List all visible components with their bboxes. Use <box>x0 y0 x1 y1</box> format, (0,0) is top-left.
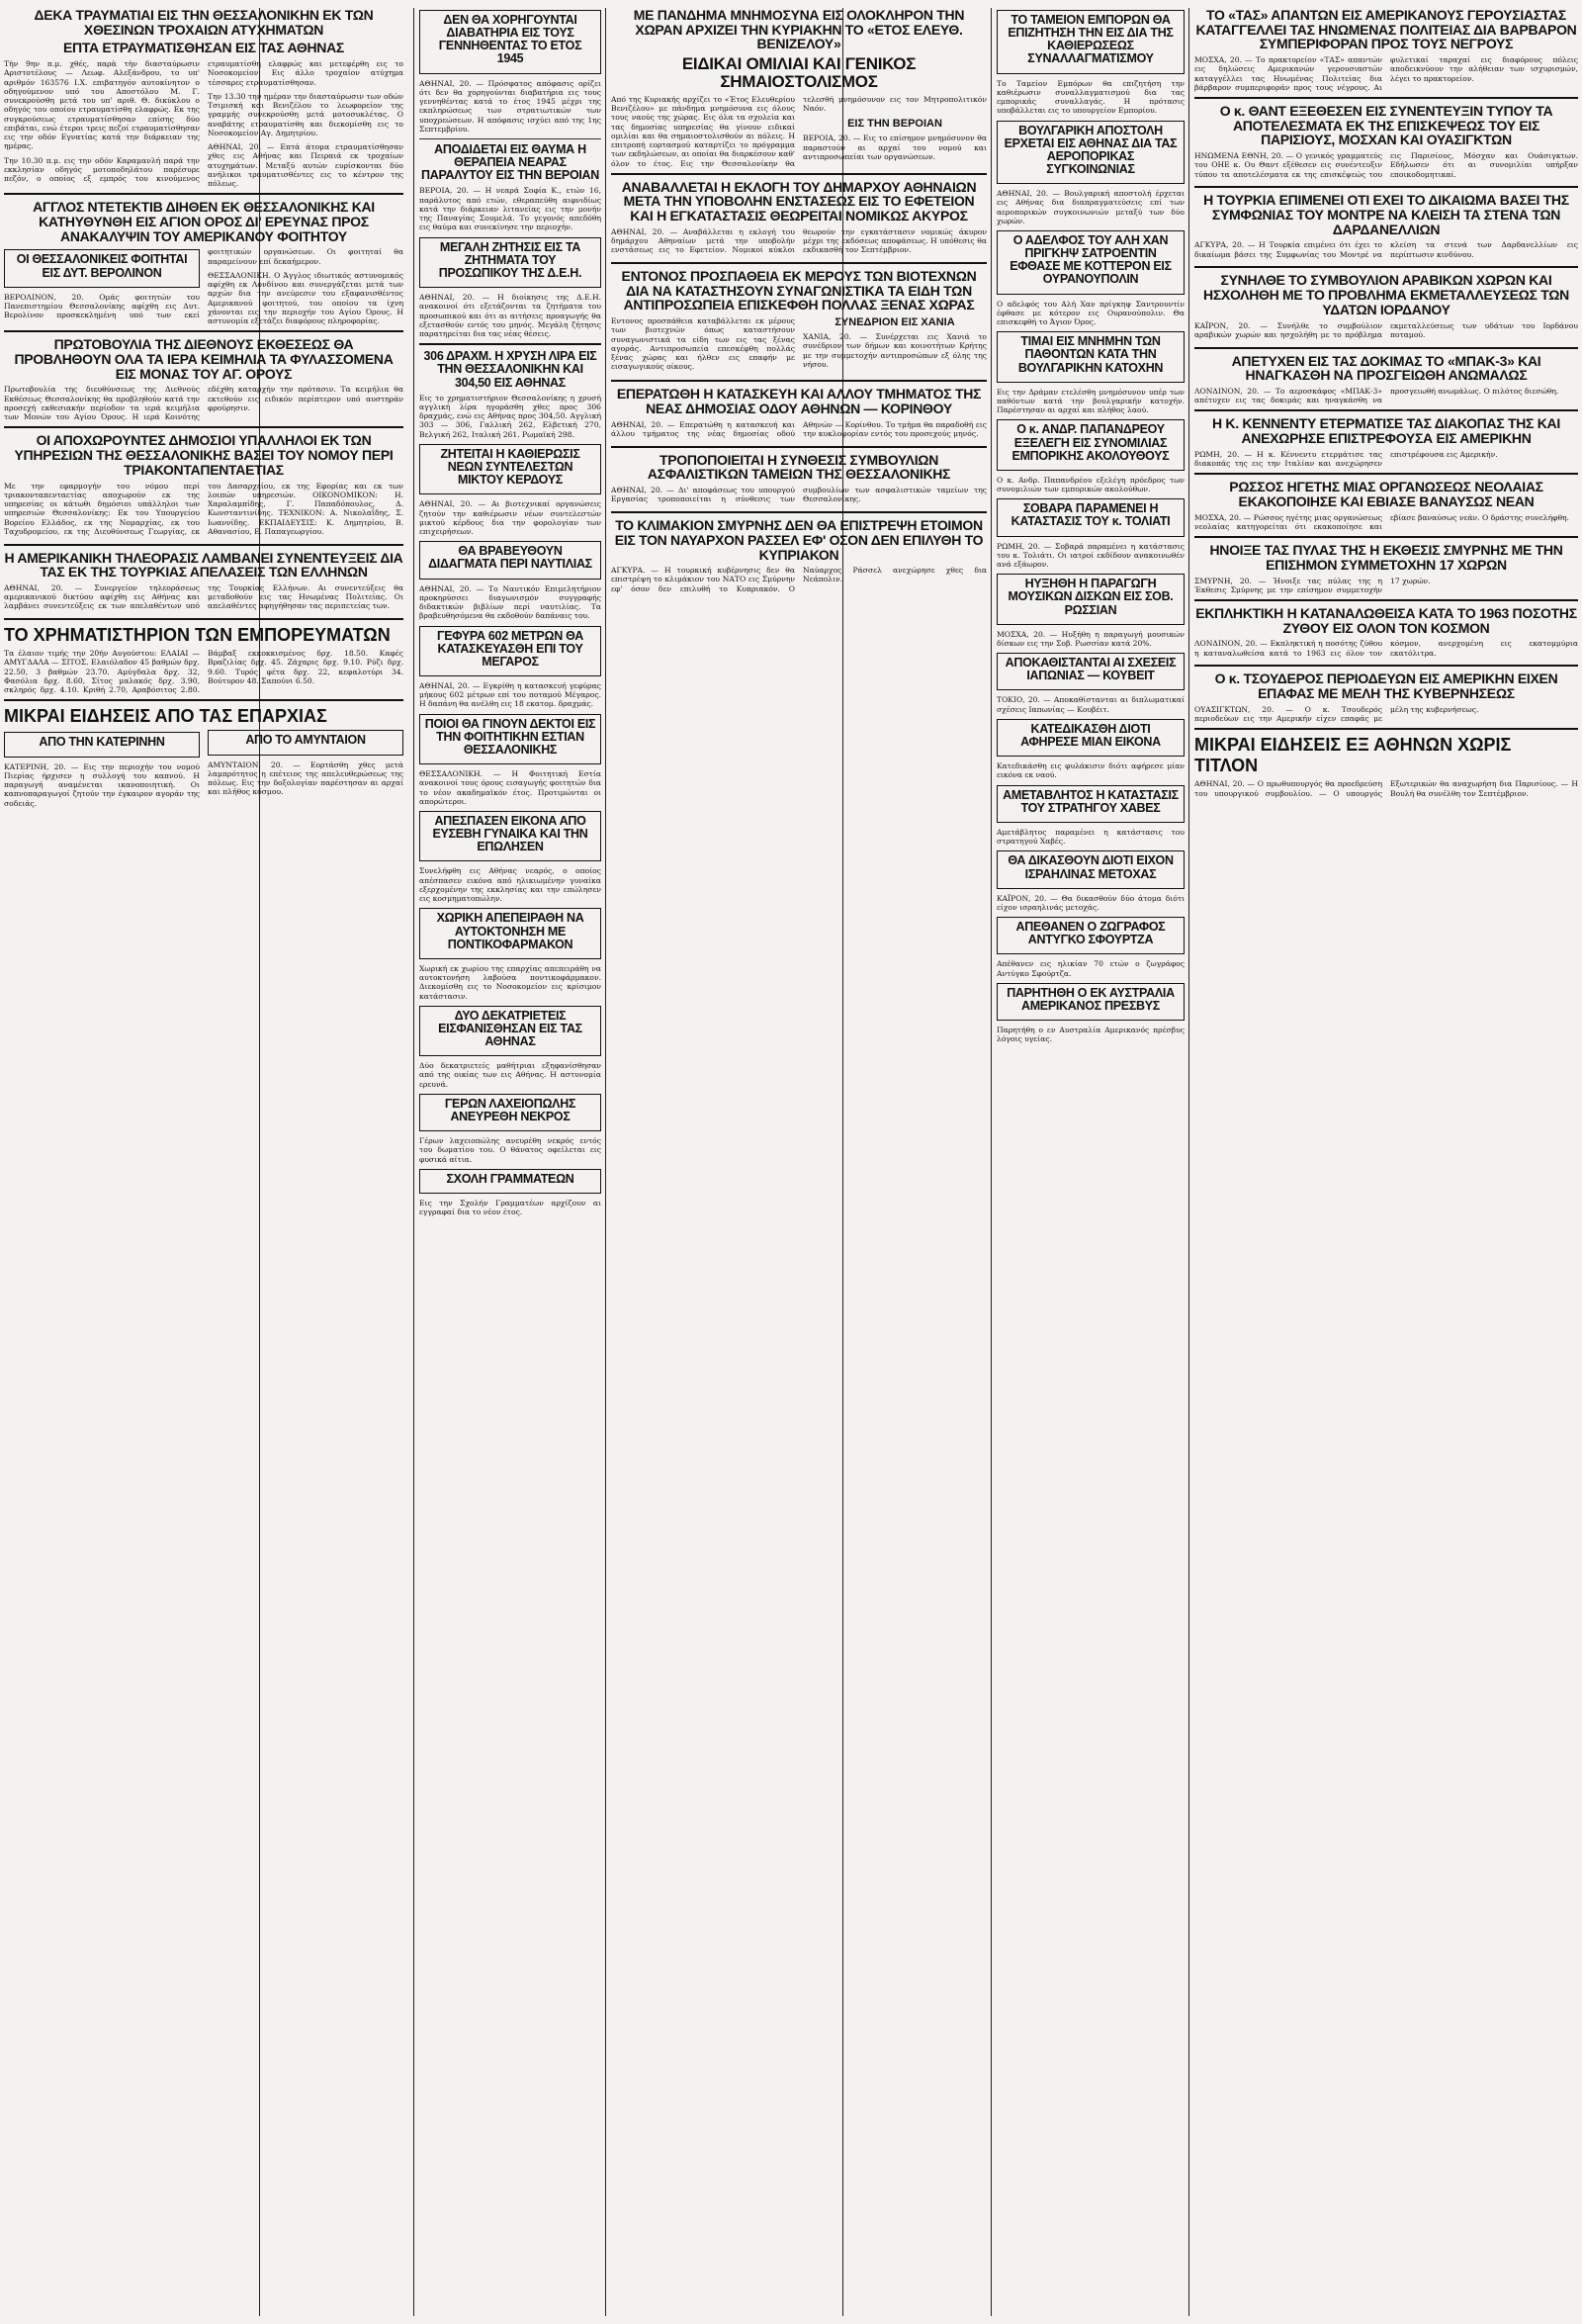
article-text: Εις την Δράμαν ετελέσθη μνημόσυνον υπέρ των παθόντων κατά την βουλγαρικήν κατοχήν. Παρέστησαν αι αρχαί και πλήθος λαού. <box>997 387 1185 415</box>
article-text: Απέθανεν εις ηλικίαν 70 ετών ο ζωγράφος Αντύγκο Σφούρτζα. <box>997 959 1185 978</box>
subheadline: ΑΠΟ ΤΗΝ ΚΑΤΕΡΙΝΗΝ <box>39 735 165 750</box>
column-rule <box>1188 8 1189 2316</box>
headline: Ο κ. ΤΣΟΥΔΕΡΟΣ ΠΕΡΙΟΔΕΥΩΝ ΕΙΣ ΑΜΕΡΙΚΗΝ ΕΙΧΕΝ ΕΠΑΦΑΣ ΜΕ ΜΕΛΗ ΤΗΣ ΚΥΒΕΡΝΗΣΕΩΣ <box>1214 670 1558 702</box>
article-text: ΡΩΜΗ, 20. — Η κ. Κέννεντυ ετερμάτισε τας διακοπάς της εις την Ιταλίαν και ανεχώρησεν επιστρέφουσα εις Αμερικήν. <box>1194 449 1498 468</box>
headline: ΟΙ ΘΕΣΣΑΛΟΝΙΚΕΙΣ ΦΟΙΤΗΤΑΙ ΕΙΣ ΔΥΤ. ΒΕΡΟΛΙΝΟΝ <box>16 252 188 280</box>
article-text: ΚΑΪΡΟΝ, 20. — Συνήλθε το συμβούλιον αραβικών χωρών και ησχολήθη με το πρόβλημα εκμεταλλεύσεως των υδάτων του Ιορδάνου ποταμού. <box>1194 320 1578 339</box>
headline: Ο ΑΔΕΛΦΟΣ ΤΟΥ ΑΛΗ ΧΑΝ ΠΡΙΓΚΗΨ ΣΑΤΡΟΕΝΤΙΝ ΕΦΘΑΣΕ ΜΕ ΚΟΤΤΕΡΟΝ ΕΙΣ ΟΥΡΑΝΟΥΠΟΛΙΝ <box>1010 233 1172 287</box>
article-text: ΘΕΣΣΑΛΟΝΙΚΗ. — Η Φοιτητική Εστία ανακοινοί τους όρους εισαγωγής φοιτητών δια το νέον ακαδημαϊκόν έτος. Προτιμώνται οι απορώτεροι. <box>419 769 601 806</box>
article-text: ΣΜΥΡΝΗ, 20. — Ήνοιξε τας πύλας της η Έκθεσις Σμύρνης με την επίσημον συμμετοχήν 17 χωρών. <box>1194 576 1431 594</box>
section-headline: ΜΙΚΡΑΙ ΕΙΔΗΣΕΙΣ ΑΠΟ ΤΑΣ ΕΠΑΡΧΙΑΣ <box>4 706 327 727</box>
article-text: ΑΘΗΝΑΙ, 20. — Η διοίκησις της Δ.Ε.Η. ανακοινοί ότι εξετάζονται τα ζητήματα του προσωπικού και ότι αι αιτήσεις προαγωγής θα εξετασθούν εντός του μηνός. Μεγάλη ζήτησις παρατηρείται δια τας νέας θέσεις. <box>419 293 601 338</box>
column-rule <box>991 8 992 2316</box>
section-headline: ΤΟ ΧΡΗΜΑΤΙΣΤΗΡΙΟΝ ΤΩΝ ΕΜΠΟΡΕΥΜΑΤΩΝ <box>4 625 391 646</box>
headline: ΤΟ «ΤΑΣ» ΑΠΑΝΤΩΝ ΕΙΣ ΑΜΕΡΙΚΑΝΟΥΣ ΓΕΡΟΥΣΙΑΣΤΑΣ ΚΑΤΑΓΓΕΛΛΕΙ ΤΑΣ ΗΝΩΜΕΝΑΣ ΠΟΛΙΤΕΙΑΣ ΔΙΑ ΒΑΡΒΑΡΟΝ ΣΥΜΠΕΡΙΦΟΡΑΝ ΠΡΟΣ ΤΟΥΣ ΝΕΓΡΟΥΣ <box>1195 8 1577 52</box>
headline: ΣΧΟΛΗ ΓΡΑΜΜΑΤΕΩΝ <box>446 1171 574 1186</box>
column-5 <box>1194 8 1578 2316</box>
headline: ΤΟ ΤΑΜΕΙΟΝ ΕΜΠΟΡΩΝ ΘΑ ΕΠΙΖΗΤΗΣΗ ΤΗΝ ΕΙΣ ΔΙΑ ΤΗΣ ΚΑΘΙΕΡΩΣΕΩΣ ΣΥΝΑΛΛΑΓΜΑΤΙΣΜΟΥ <box>1008 13 1174 66</box>
article-text: Την 10.30 π.μ. εις την οδόν Καραμανλή παρά την εκκλησίαν οδηγός μοτοποδηλάτου παρέσυρε πεζόν, ο οποίος εξ εμπρός του κινούμενος ετραυματίσθη ελαφρώς και μετεφέρθη εις το Νοσοκομείον. Εις άλλο τροχαίον ατύχημα τέσσαρες ετραυματίσθησαν. <box>4 59 403 184</box>
column-rule <box>413 8 414 2316</box>
article-text: Συνελήφθη εις Αθήνας νεαρός, ο οποίος απέσπασεν εικόνα από ηλικιωμένην γυναίκα εξερχομένην της εκκλησίας και την επώλησεν εις κοσμηματοπώλην. <box>419 866 601 904</box>
article-text: ΑΘΗΝΑΙ, 20. — Αναβάλλεται η εκλογή του δημάρχου Αθηναίων μετά την υποβολήν ενστάσεως εις το Εφετείον. Νομικοί κύκλοι θεωρούν την εγκατάστασιν νομικώς άκυρον μέχρι της εκδόσεως αποφάσεως. Η υπόθεσις θα εκδικασθή τον Σεπτέμβριον. <box>611 226 987 255</box>
headline: ΜΕΓΑΛΗ ΖΗΤΗΣΙΣ ΕΙΣ ΤΑ ΖΗΤΗΜΑΤΑ ΤΟΥ ΠΡΟΣΩΠΙΚΟΥ ΤΗΣ Δ.Ε.Η. <box>438 239 582 280</box>
article-text: ΤΟΚΙΟ, 20. — Αποκαθίστανται αι διπλωματικαί σχέσεις Ιαπωνίας — Κουβέιτ. <box>997 695 1185 714</box>
headline: ΕΙΔΙΚΑΙ ΟΜΙΛΙΑΙ ΚΑΙ ΓΕΝΙΚΟΣ ΣΗΜΑΙΟΣΤΟΛΙΣΜΟΣ <box>681 54 917 91</box>
headline: ΑΠΕΘΑΝΕΝ Ο ΖΩΓΡΑΦΟΣ ΑΝΤΥΓΚΟ ΣΦΟΥΡΤΖΑ <box>1015 920 1166 947</box>
headline: ΔΕΝ ΘΑ ΧΟΡΗΓΟΥΝΤΑΙ ΔΙΑΒΑΤΗΡΙΑ ΕΙΣ ΤΟΥΣ ΓΕΝΝΗΘΕΝΤΑΣ ΤΟ ΕΤΟΣ 1945 <box>438 13 582 66</box>
headline: ΕΝΤΟΝΟΣ ΠΡΟΣΠΑΘΕΙΑ ΕΚ ΜΕΡΟΥΣ ΤΩΝ ΒΙΟΤΕΧΝΩΝ ΔΙΑ ΝΑ ΚΑΤΑΣΤΗΣΟΥΝ ΣΥΝΑΓΩΝΙΣΤΙΚΑ ΤΑ ΕΙΔΗ ΤΩΝ ΑΝΤΙΠΡΟΣΩΠΕΙΑ ΕΠΙΣΚΕΦΘΗ ΠΟΛΛΑΣ ΞΕΝΑΣ ΧΩΡΑΣ <box>621 268 977 313</box>
headline: ΔΕΚΑ ΤΡΑΥΜΑΤΙΑΙ ΕΙΣ ΤΗΝ ΘΕΣΣΑΛΟΝΙΚΗΝ ΕΚ ΤΩΝ ΧΘΕΣΙΝΩΝ ΤΡΟΧΑΙΩΝ ΑΤΥΧΗΜΑΤΩΝ <box>34 8 374 38</box>
headline: ΜΕ ΠΑΝΔΗΜΑ ΜΝΗΜΟΣΥΝΑ ΕΙΣ ΟΛΟΚΛΗΡΟΝ ΤΗΝ ΧΩΡΑΝ ΑΡΧΙΖΕΙ ΤΗΝ ΚΥΡΙΑΚΗΝ ΤΟ «ΕΤΟΣ ΕΛΕΥΘ. ΒΕΝΙΖΕΛΟΥ» <box>633 8 965 52</box>
headline: ΑΜΕΤΑΒΛΗΤΟΣ Η ΚΑΤΑΣΤΑΣΙΣ ΤΟΥ ΣΤΡΑΤΗΓΟΥ ΧΑΒΕΣ <box>1003 787 1179 815</box>
headline: Η Κ. ΚΕΝΝΕΝΤΥ ΕΤΕΡΜΑΤΙΣΕ ΤΑΣ ΔΙΑΚΟΠΑΣ ΤΗΣ ΚΑΙ ΑΝΕΧΩΡΗΣΕ ΕΠΙΣΤΡΕΦΟΥΣΑ ΕΙΣ ΑΜΕΡΙΚΗΝ <box>1212 415 1560 447</box>
headline: ΣΥΝΗΛΘΕ ΤΟ ΣΥΜΒΟΥΛΙΟΝ ΑΡΑΒΙΚΩΝ ΧΩΡΩΝ ΚΑΙ ΗΣΧΟΛΗΘΗ ΜΕ ΤΟ ΠΡΟΒΛΗΜΑ ΕΚΜΕΤΑΛΛΕΥΣΕΩΣ ΤΩΝ ΥΔΑΤΩΝ ΙΟΡΔΑΝΟΥ <box>1203 272 1569 317</box>
article-text: ΑΘΗΝΑΙ, 20. — Ο πρωθυπουργός θα προεδρεύση του υπουργικού συμβουλίου. — Ο υπουργός Εξωτερικών θα αναχωρήση δια Παρισίους. — Η Βουλή θα συνέλθη τον Σεπτέμβριον. <box>1194 779 1578 798</box>
column-rule <box>605 8 606 2316</box>
headline: ΑΠΕΣΠΑΣΕΝ ΕΙΚΟΝΑ ΑΠΟ ΕΥΣΕΒΗ ΓΥΝΑΙΚΑ ΚΑΙ ΤΗΝ ΕΠΩΛΗΣΕΝ <box>432 814 588 854</box>
headline: ΒΟΥΛΓΑΡΙΚΗ ΑΠΟΣΤΟΛΗ ΕΡΧΕΤΑΙ ΕΙΣ ΑΘΗΝΑΣ ΔΙΑ ΤΑΣ ΑΕΡΟΠΟΡΙΚΑΣ ΣΥΓΚΟΙΝΩΝΙΑΣ <box>1004 123 1178 176</box>
headline: ΠΟΙΟΙ ΘΑ ΓΙΝΟΥΝ ΔΕΚΤΟΙ ΕΙΣ ΤΗΝ ΦΟΙΤΗΤΙΚΗΝ ΕΣΤΙΑΝ ΘΕΣΣΑΛΟΝΙΚΗΣ <box>424 716 596 757</box>
article-text: Αμετάβλητος παραμένει η κατάστασις του στρατηγού Χαβές. <box>997 827 1185 847</box>
article-text: ΘΕΣΣΑΛΟΝΙΚΗ. Ο Άγγλος ιδιωτικός αστυνομικός αφίχθη εκ Λονδίνου και συνεργάζεται μετά των αρχών δια την ανεύρεσιν του εξαφανισθέντος Αμερικανού φοιτητού, του οποίου τα ίχνη χάνονται εις την περιοχήν του Αγίου Όρους. Η αστυνομία εξετάζει διαφόρους πληροφορίας. <box>208 270 403 326</box>
article-text: ΑΓΚΥΡΑ, 20. — Η Τουρκία επιμένει ότι έχει το δικαίωμα βάσει της Συμφωνίας του Μοντρέ να κλείση τα στενά των Δαρδανελλίων εις περίπτωσιν κινδύνου. <box>1194 240 1578 259</box>
article-text: ΑΘΗΝΑΙ, 20. — Επερατώθη η κατασκευή και άλλου τμήματος της νέας δημοσίας οδού Αθηνών — Κορίνθου. Το τμήμα θα παραδοθή εις την κυκλοφορίαν εντός του προσεχούς μηνός. <box>611 419 987 438</box>
article-text: Τα έλαιον τιμής την 20ήν Αυγούστου: ΕΛΑΙΑΙ — ΑΜΥΓΔΑΛΑ — ΣΙΤΟΣ. Ελαιόλαδον 45 βαθμών δρχ. 22.50, 3 βαθμών 23.70. Αμύγδαλα δρχ. 32, Φασόλια δρχ. 8.60, Σίτος μαλακός δρχ. 3.90, σκληρός δρχ. 4.10. Κριθή 2.70, Αραβόσιτος 2.80. Βάμβαξ εκκοκκισμένος δρχ. 18.50. Καφές Βραζιλίας δρχ. 45. Ζάχαρις δρχ. 9.10. Ρύζι δρχ. 9.60. Τυρός φέτα δρχ. 22, κεφαλοτύρι 34. Βούτυρον 48. Σαπούνι 6.50. <box>4 649 403 695</box>
article-text: Ο αδελφός του Αλή Χαν πρίγκηψ Σαντρουντίν έφθασε με κότερον εις Ουρανούπολιν. Θα επισκεφθή το Άγιον Όρος. <box>997 299 1185 326</box>
article-text: ΑΜΥΝΤΑΙΟΝ, 20. — Εορτάσθη χθες μετά λαμπρότητος η επέτειος της απελευθερώσεως της πόλεως. Εις την δοξολογίαν παρέστησαν αι αρχαί και πλήθος κόσμου. <box>208 760 403 797</box>
article-text: Από της Κυριακής αρχίζει το «Έτος Ελευθερίου Βενιζέλου» με πάνδημα μνημόσυνα εις όλους τους ναούς της χώρας. Εις όλα τα σχολεία και τας δημοσίας υπηρεσίας θα γίνουν ειδικαί ομιλίαι και θα σημαιοστολισθούν αι πόλεις. Η επιτροπή εορτασμού καταρτίζει το πρόγραμμα των εκδηλώσεων, αι οποίαι θα διαρκέσουν καθ' όλον το έτος. Εις την Θεσσαλονίκην θα τελεσθή μνημόσυνον εις τον Μητροπολιτικόν Ναόν. <box>611 94 987 168</box>
article-text: Δύο δεκατριετείς μαθήτριαι εξηφανίσθησαν από της οικίας των εις Αθήνας. Η αστυνομία ερευνά. <box>419 1061 601 1089</box>
article-text: ΑΘΗΝΑΙ, 20. — Βουλγαρική αποστολή έρχεται εις Αθήνας δια διαπραγματεύσεις επί των αεροπορικών συγκοινωνιών μεταξύ των δύο χωρών. <box>997 189 1185 225</box>
article-text: Ο κ. Ανδρ. Παπανδρέου εξελέγη πρόεδρος των συνομιλιών των εμπορικών ακολούθων. <box>997 475 1185 493</box>
article-text: ΑΘΗΝΑΙ, 20. — Εγκρίθη η κατασκευή γεφύρας μήκους 602 μέτρων επί του ποταμού Μέγαρος. Η δαπάνη θα ανέλθη εις 18 εκατομ. δραχμάς. <box>419 680 601 709</box>
subheadline: ΣΥΝΕΔΡΙΟΝ ΕΙΣ ΧΑΝΙΑ <box>835 316 955 329</box>
article-text: ΑΘΗΝΑΙ, 20. — Το Ναυτικόν Επιμελητήριον προκηρύσσει διαγωνισμόν συγγραφής διδακτικών βιβλίων περί ναυτιλίας. Τα βραβευθησόμενα θα εκδοθούν δαπάναις του. <box>419 583 601 621</box>
article-text: Εις την Σχολήν Γραμματέων αρχίζουν αι εγγραφαί δια το νέον έτος. <box>419 1199 601 1217</box>
article-text: Την 13.30 την ημέραν την διασταύρωσιν των οδών Τσιμισκή και Βενιζέλου το λεωφορείον της γραμμής συνεκρούσθη μετά μοτοσυκλέτας. Ο αναβάτης ετραυματίσθη και διεκομίσθη εις το Νοσοκομείον Αγ. Δημητρίου. <box>208 91 403 137</box>
article-text: ΛΟΝΔΙΝΟΝ, 20. — Εκπληκτική η ποσότης ζύθου η καταναλωθείσα κατά το 1963 εις όλον τον κόσμον, ανερχομένη εις εκατομμύρια εκατόλιτρα. <box>1194 639 1578 658</box>
article-text: ΡΩΜΗ, 20. — Σοβαρά παραμένει η κατάστασις του κ. Τολιάτι. Οι ιατροί εκδίδουν ανακοινωθέν ανά εξάωρον. <box>997 541 1185 569</box>
headline: ΟΙ ΑΠΟΧΩΡΟΥΝΤΕΣ ΔΗΜΟΣΙΟΙ ΥΠΑΛΛΗΛΟΙ ΕΚ ΤΩΝ ΥΠΗΡΕΣΙΩΝ ΤΗΣ ΘΕΣΣΑΛΟΝΙΚΗΣ ΒΑΣΕΙ ΤΟΥ ΝΟΜΟΥ ΠΕΡΙ ΤΡΙΑΚΟΝΤΑΠΕΝΤΑΕΤΙΑΣ <box>14 432 394 478</box>
article-text: ΜΟΣΧΑ, 20. — Το πρακτορείον «ΤΑΣ» απαντών εις δηλώσεις Αμερικανών γερουσιαστών καταγγέλλει τας Ηνωμένας Πολιτείας δια βάρβαρον συμπεριφοράν προς τους νέγρους. Αι φυλετικαί ταραχαί εις διαφόρους πόλεις αποδεικνύουν την αλήθειαν των ισχυρισμών, λέγει το πρακτορείον. <box>1194 55 1578 92</box>
article-text: ΒΕΡΟΛΙΝΟΝ, 20. Ομάς φοιτητών του Πανεπιστημίου Θεσσαλονίκης αφίχθη εις Δυτ. Βερολίνον προσκεκλημένη υπό των εκεί φοιτητικών οργανώσεων. Οι φοιτηταί θα παραμείνουν επί δεκαήμερον. <box>4 247 403 320</box>
article-text: ΚΑΪΡΟΝ, 20. — Θα δικασθούν δύο άτομα διότι είχον ισραηλινάς μετοχάς. <box>997 893 1185 912</box>
article-text: ΟΥΑΣΙΓΚΤΩΝ, 20. — Ο κ. Τσουδερός περιοδεύων εις την Αμερικήν είχεν επαφάς με μέλη της κυβερνήσεως. <box>1194 704 1479 723</box>
column-4 <box>997 8 1185 2316</box>
article-text: ΒΕΡΟΙΑ, 20. — Η νεαρά Σοφία Κ., ετών 16, παράλυτος από ετών, εθεραπεύθη αιφνιδίως κατά την διάρκειαν λιτανείας εις την μονήν της Παναγίας Σουμελά. Το γεγονός απεδόθη εις θαύμα και συνεκίνησε την περιοχήν. <box>419 186 601 232</box>
headline: ΣΟΒΑΡΑ ΠΑΡΑΜΕΝΕΙ Η ΚΑΤΑΣΤΑΣΙΣ ΤΟΥ κ. ΤΟΛΙΑΤΙ <box>1011 501 1171 529</box>
headline: ΔΥΟ ΔΕΚΑΤΡΙΕΤΕΙΣ ΕΙΣΦΑΝΙΣΘΗΣΑΝ ΕΙΣ ΤΑΣ ΑΘΗΝΑΣ <box>438 1008 582 1048</box>
article-text: ΒΕΡΟΙΑ, 20. — Εις το επίσημον μνημόσυνον θα παραστούν αι αρχαί του νομού και αντιπροσωπείαι των οργανώσεων. <box>803 134 987 161</box>
article-text: Χωρική εκ χωρίου της επαρχίας απεπειράθη να αυτοκτονήση λαβούσα ποντικοφάρμακον. Διεκομίσθη εις το Νοσοκομείον εις κρίσιμον κατάστασιν. <box>419 963 601 1001</box>
article-text: Κατεδικάσθη εις φυλάκισιν διότι αφήρεσε μίαν εικόνα εκ ναού. <box>997 761 1185 780</box>
article-text: Εντονος προσπάθεια καταβάλλεται εκ μέρους των βιοτεχνών όπως καταστήσουν συναγωνιστικά τα είδη των εις τας ξένας αγοράς. Αντιπροσωπεία επεσκέφθη πολλάς ξένας χώρας και ήλθεν εις επαφήν με εισαγωγικούς οίκους. <box>611 316 795 372</box>
column-3 <box>611 8 987 2316</box>
article-text: Τὴν 9ην π.μ. χθές, παρὰ τὴν διασταύρωσιν Αριστοτέλους — Λεωφ. Αλεξάνδρου, το υπ' αριθμόν 163576 Ι.Χ. επιβατηγόν αυτοκίνητον ο οδηγούμενον υπό του Αποστόλου Μ. Γ. συνεκρούσθη μετά του υπ' αριθ. Θ. δικύκλου ο οδηγός του οποίου ετραυματίσθη ελαφρώς. Εκ της συγκρούσεως ετραυματίσθησαν επίσης δύο επιβάται, ενώ έτεροι τρεις πεζοί ετραυματίσθησαν εις την οδόν Εγνατίας κατά την διάρκειαν της ημέρας. <box>4 59 200 151</box>
headline: 306 ΔΡΑΧΜ. Η ΧΡΥΣΗ ΛΙΡΑ ΕΙΣ ΤΗΝ ΘΕΣΣΑΛΟΝΙΚΗΝ ΚΑΙ 304,50 ΕΙΣ ΑΘΗΝΑΣ <box>423 349 597 390</box>
article-text: ΑΘΗΝΑΙ, 20. — Συνεργείον τηλεοράσεως αμερικανικού δικτύου αφίχθη εις Αθήνας και λαμβάνει συνεντεύξεις εκ των απελαθέντων υπό της Τουρκίας Ελλήνων. Αι συνεντεύξεις θα μεταδοθούν εις τας Ηνωμένας Πολιτείας. Οι απελαθέντες αφηγήθησαν τας περιπετείας των. <box>4 582 403 611</box>
subheadline: ΕΙΣ ΤΗΝ ΒΕΡΟΙΑΝ <box>847 118 942 131</box>
headline: Η ΑΜΕΡΙΚΑΝΙΚΗ ΤΗΛΕΟΡΑΣΙΣ ΛΑΜΒΑΝΕΙ ΣΥΝΕΝΤΕΥΞΕΙΣ ΔΙΑ ΤΑΣ ΕΚ ΤΗΣ ΤΟΥΡΚΙΑΣ ΑΠΕΛΑΣΕΙΣ ΤΩΝ ΕΛΛΗΝΩΝ <box>4 549 403 581</box>
headline: ΚΑΤΕΔΙΚΑΣΘΗ ΔΙΟΤΙ ΑΦΗΡΕΣΕ ΜΙΑΝ ΕΙΚΟΝΑ <box>1020 721 1161 749</box>
headline: ΑΠΟΚΑΘΙΣΤΑΝΤΑΙ ΑΙ ΣΧΕΣΕΙΣ ΙΑΠΩΝΙΑΣ — ΚΟΥΒΕΙΤ <box>1005 656 1177 683</box>
headline: Ο κ. ΘΑΝΤ ΕΞΕΘΕΣΕΝ ΕΙΣ ΣΥΝΕΝΤΕΥΞΙΝ ΤΥΠΟΥ ΤΑ ΑΠΟΤΕΛΕΣΜΑΤΑ ΕΚ ΤΗΣ ΕΠΙΣΚΕΨΕΩΣ ΤΟΥ ΕΙΣ ΠΑΡΙΣΙΟΥΣ, ΜΟΣΧΑΝ ΚΑΙ ΟΥΑΣΙΓΚΤΩΝ <box>1219 103 1553 148</box>
headline: ΑΠΟΔΙΔΕΤΑΙ ΕΙΣ ΘΑΥΜΑ Η ΘΕΡΑΠΕΙΑ ΝΕΑΡΑΣ ΠΑΡΑΛΥΤΟΥ ΕΙΣ ΤΗΝ ΒΕΡΟΙΑΝ <box>420 142 600 183</box>
headline: ΘΑ ΔΙΚΑΣΘΟΥΝ ΔΙΟΤΙ ΕΙΧΟΝ ΙΣΡΑΗΛΙΝΑΣ ΜΕΤΟΧΑΣ <box>1008 853 1174 881</box>
headline: ΠΡΩΤΟΒΟΥΛΙΑ ΤΗΣ ΔΙΕΘΝΟΥΣ ΕΚΘΕΣΕΩΣ ΘΑ ΠΡΟΒΛΗΘΟΥΝ ΟΛΑ ΤΑ ΙΕΡΑ ΚΕΙΜΗΛΙΑ ΤΑ ΦΥΛΑΣΣΟΜΕΝΑ ΕΙΣ ΜΟΝΑΣ ΤΟΥ ΑΓ. ΟΡΟΥΣ <box>14 336 394 382</box>
column-2 <box>419 8 601 2316</box>
headline: ΕΚΠΛΗΚΤΙΚΗ Η ΚΑΤΑΝΑΛΩΘΕΙΣΑ ΚΑΤΑ ΤΟ 1963 ΠΟΣΟΤΗΣ ΖΥΘΟΥ ΕΙΣ ΟΛΟΝ ΤΟΝ ΚΟΣΜΟΝ <box>1195 605 1577 636</box>
headline: ΧΩΡΙΚΗ ΑΠΕΠΕΙΡΑΘΗ ΝΑ ΑΥΤΟΚΤΟΝΗΣΗ ΜΕ ΠΟΝΤΙΚΟΦΑΡΜΑΚΟΝ <box>436 911 584 951</box>
headline: ΑΓΓΛΟΣ ΝΤΕΤΕΚΤΙΒ ΔΙΗΘΕΝ ΕΚ ΘΕΣΣΑΛΟΝΙΚΗΣ ΚΑΙ ΚΑΤΗΥΘΥΝΘΗ ΕΙΣ ΑΓΙΟΝ ΟΡΟΣ ΔΙ' ΕΡΕΥΝΑΣ ΠΡΟΣ ΑΝΑΚΑΛΥΨΙΝ ΤΟΥ ΑΜΕΡΙΚΑΝΟΥ ΦΟΙΤΗΤΟΥ <box>33 199 375 244</box>
subheadline: ΑΠΟ ΤΟ ΑΜΥΝΤΑΙΟΝ <box>245 733 366 748</box>
article-text: ΛΟΝΔΙΝΟΝ, 20. — Το αεροσκάφος «ΜΠΑΚ-3» απέτυχεν εις τας δοκιμάς και ηναγκάσθη να προσγειωθή ανωμάλως. Ο πιλότος διεσώθη. <box>1194 386 1559 405</box>
article-text: Παρητήθη ο εν Αυστραλία Αμερικανός πρέσβυς λόγοις υγείας. <box>997 1026 1185 1044</box>
headline: ΑΝΑΒΑΛΛΕΤΑΙ Η ΕΚΛΟΓΗ ΤΟΥ ΔΗΜΑΡΧΟΥ ΑΘΗΝΑΙΩΝ ΜΕΤΑ ΤΗΝ ΥΠΟΒΟΛΗΝ ΕΝΣΤΑΣΕΩΣ ΕΙΣ ΤΟ ΕΦΕΤΕΙΟΝ ΚΑΙ Η ΕΓΚΑΤΑΣΤΑΣΙΣ ΘΕΩΡΕΙΤΑΙ ΝΟΜΙΚΩΣ ΑΚΥΡΟΣ <box>621 178 977 224</box>
headline: ΘΑ ΒΡΑΒΕΥΘΟΥΝ ΔΙΔΑΓΜΑΤΑ ΠΕΡΙ ΝΑΥΤΙΛΙΑΣ <box>428 544 592 572</box>
article-text: ΧΑΝΙΑ, 20. — Συνέρχεται εις Χανιά το συνέδριον των δήμων και κοινοτήτων Κρήτης με την συμμετοχήν αντιπροσώπων εξ όλης της νήσου. <box>803 332 987 369</box>
headline: ΓΕΡΩΝ ΛΑΧΕΙΟΠΩΛΗΣ ΑΝΕΥΡΕΘΗ ΝΕΚΡΟΣ <box>444 1096 576 1123</box>
article-text: ΑΘΗΝΑΙ, 20. — Δι' αποφάσεως του υπουργού Εργασίας τροποποιείται η σύνθεσις των συμβουλίων των ασφαλιστικών ταμείων της Θεσσαλονίκης. <box>611 486 987 504</box>
headline: ΤΙΜΑΙ ΕΙΣ ΜΝΗΜΗΝ ΤΩΝ ΠΑΘΟΝΤΩΝ ΚΑΤΑ ΤΗΝ ΒΟΥΛΓΑΡΙΚΗΝ ΚΑΤΟΧΗΝ <box>1017 334 1164 375</box>
article-text: Με την εφαρμογήν του νόμου περί τριακονταπενταετίας αποχωρούν εκ της υπηρεσίας οι κάτωθι δημόσιοι υπάλληλοι των υπηρεσιών Θεσσαλονίκης: Εκ του Υπουργείου Βορείου Ελλάδος, εκ της Νομαρχίας, εκ του Ταχυδρομείου, εκ της Διευθύνσεως Γεωργίας, εκ του Δασαρχείου, εκ της Εφορίας και εκ των λοιπών υπηρεσιών. ΟΙΚΟΝΟΜΙΚΟΝ: Η. Χαραλαμπίδης, Γ. Παπαδόπουλος, Δ. Κωνσταντινίδης. ΤΕΧΝΙΚΟΝ: Α. Νικολαΐδης, Σ. Ιωαννίδης. ΕΚΠΑΙΔΕΥΣΙΣ: Κ. Δημητρίου, Β. Αθανασίου, Ε. Παπαγεωργίου. <box>4 481 403 536</box>
article-text: ΗΝΩΜΕΝΑ ΕΘΝΗ, 20. — Ο γενικός γραμματεύς του ΟΗΕ κ. Ου Θαντ εξέθεσεν εις συνέντευξιν τύπου τα αποτελέσματα εκ της επισκέψεώς του εις Παρισίους, Μόσχαν και Ουάσιγκτων. Εδήλωσεν ότι αι συνομιλίαι υπήρξαν εποικοδομητικαί. <box>1194 151 1578 179</box>
headline: ΠΑΡΗΤΗΘΗ Ο ΕΚ ΑΥΣΤΡΑΛΙΑ ΑΜΕΡΙΚΑΝΟΣ ΠΡΕΣΒΥΣ <box>1007 985 1175 1013</box>
headline: ΓΕΦΥΡΑ 602 ΜΕΤΡΩΝ ΘΑ ΚΑΤΑΣΚΕΥΑΣΘΗ ΕΠΙ ΤΟΥ ΜΕΓΑΡΟΣ <box>437 628 583 669</box>
headline: ΤΡΟΠΟΠΟΙΕΙΤΑΙ Η ΣΥΝΘΕΣΙΣ ΣΥΜΒΟΥΛΙΩΝ ΑΣΦΑΛΙΣΤΙΚΩΝ ΤΑΜΕΙΩΝ ΤΗΣ ΘΕΣΣΑΛΟΝΙΚΗΣ <box>647 451 951 483</box>
article-text: ΑΘΗΝΑΙ, 20. — Αι βιοτεχνικαί οργανώσεις ζητούν την καθιέρωσιν νέων συντελεστών μικτού κέρδους δια την φορολογίαν των επιχειρήσεων. <box>419 499 601 536</box>
headline: ΕΠΤΑ ΕΤΡΑΥΜΑΤΙΣΘΗΣΑΝ ΕΙΣ ΤΑΣ ΑΘΗΝΑΣ <box>62 40 345 56</box>
article-text: ΜΟΣΧΑ, 20. — Ρώσσος ηγέτης μιας οργανώσεως νεολαίας κατηγορείται ότι εκακοποίησε και εβίασε βαναύσως νεάν. Ο δράστης συνελήφθη. <box>1194 512 1569 531</box>
headline: ΕΠΕΡΑΤΩΘΗ Η ΚΑΤΑΣΚΕΥΗ ΚΑΙ ΑΛΛΟΥ ΤΜΗΜΑΤΟΣ ΤΗΣ ΝΕΑΣ ΔΗΜΟΣΙΑΣ ΟΔΟΥ ΑΘΗΝΩΝ — ΚΟΡΙΝΘΟΥ <box>616 386 982 417</box>
headline: ΗΝΟΙΞΕ ΤΑΣ ΠΥΛΑΣ ΤΗΣ Η ΕΚΘΕΣΙΣ ΣΜΥΡΝΗΣ ΜΕ ΤΗΝ ΕΠΙΣΗΜΟΝ ΣΥΜΜΕΤΟΧΗΝ 17 ΧΩΡΩΝ <box>1209 542 1563 573</box>
column-1 <box>4 8 403 2316</box>
article-text: ΑΘΗΝΑΙ, 20. — Επτά άτομα ετραυματίσθησαν χθες εις Αθήνας και Πειραιά εκ τροχαίων ατυχημάτων. Μεταξύ αυτών ευρίσκονται δύο ανήλικοι τραυματισθέντες εις το κέντρον της πόλεως. <box>208 142 403 189</box>
article-text: Πρωτοβουλία της διευθύνσεως της Διεθνούς Εκθέσεως Θεσσαλονίκης θα προβληθούν κατά την προσεχή εκθεσιακήν περίοδον τα ιερά κειμήλια των Μονών του Αγίου Όρους. Η ιερά Κοινότης εδέχθη καταρχήν την πρότασιν. Τα κειμήλια θα εκτεθούν εις ειδικόν περίπτερον υπό αυστηράν φρούρησιν. <box>4 385 403 422</box>
article-text: ΑΘΗΝΑΙ, 20. — Πρόσφατος απόφασις ορίζει ότι δεν θα χορηγούνται διαβατήρια εις τους γεννηθέντας κατά το έτος 1945 μέχρι της εκπληρώσεως των στρατιωτικών των υποχρεώσεων. Η απόφασις ισχύει από της 1ης Σεπτεμβρίου. <box>419 78 601 134</box>
headline: ΑΠΕΤΥΧΕΝ ΕΙΣ ΤΑΣ ΔΟΚΙΜΑΣ ΤΟ «ΜΠΑΚ-3» ΚΑΙ ΗΝΑΓΚΑΣΘΗ ΝΑ ΠΡΟΣΓΕΙΩΘΗ ΑΝΩΜΑΛΩΣ <box>1231 352 1541 384</box>
article-text: ΑΓΚΥΡΑ. — Η τουρκική κυβέρνησις δεν θα επιστρέψη το κλιμάκιον του ΝΑΤΟ εις Σμύρνην εφ' όσον δεν επιλυθή το Κυπριακόν. Ο Ναύαρχος Ράσσελ ανεχώρησε χθες δια Νεάπολιν. <box>611 566 987 593</box>
headline: ΤΟ ΚΛΙΜΑΚΙΟΝ ΣΜΥΡΝΗΣ ΔΕΝ ΘΑ ΕΠΙΣΤΡΕΨΗ ΕΤΟΙΜΟΝ ΕΙΣ ΤΟΝ ΝΑΥΑΡΧΟΝ ΡΑΣΣΕΛ ΕΦ' ΟΣΟΝ ΔΕΝ ΕΠΙΛΥΘΗ ΤΟ ΚΥΠΡΙΑΚΟΝ <box>614 517 984 563</box>
headline: ΗΥΞΗΘΗ Η ΠΑΡΑΓΩΓΗ ΜΟΥΣΙΚΩΝ ΔΙΣΚΩΝ ΕΙΣ ΣΟΒ. ΡΩΣΣΙΑΝ <box>1008 577 1174 617</box>
headline: ΖΗΤΕΙΤΑΙ Η ΚΑΘΙΕΡΩΣΙΣ ΝΕΩΝ ΣΥΝΤΕΛΕΣΤΩΝ ΜΙΚΤΟΥ ΚΕΡΔΟΥΣ <box>440 446 580 488</box>
article-text: Γέρων λαχειοπώλης ανευρέθη νεκρός εντός του δωματίου του. Ο θάνατος οφείλεται εις φυσικά αίτια. <box>419 1136 601 1164</box>
headline: ΡΩΣΣΟΣ ΗΓΕΤΗΣ ΜΙΑΣ ΟΡΓΑΝΩΣΕΩΣ ΝΕΟΛΑΙΑΣ ΕΚΑΚΟΠΟΙΗΣΕ ΚΑΙ ΕΒΙΑΣΕ ΒΑΝΑΥΣΩΣ ΝΕΑΝ <box>1229 479 1543 509</box>
section-headline: ΜΙΚΡΑΙ ΕΙΔΗΣΕΙΣ ΕΞ ΑΘΗΝΩΝ ΧΩΡΙΣ ΤΙΤΛΟΝ <box>1194 735 1512 776</box>
headline: Η ΤΟΥΡΚΙΑ ΕΠΙΜΕΝΕΙ ΟΤΙ ΕΧΕΙ ΤΟ ΔΙΚΑΙΩΜΑ ΒΑΣΕΙ ΤΗΣ ΣΥΜΦΩΝΙΑΣ ΤΟΥ ΜΟΝΤΡΕ ΝΑ ΚΛΕΙΣΗ ΤΑ ΣΤΕΝΑ ΤΩΝ ΔΑΡΔΑΝΕΛΛΙΩΝ <box>1203 192 1569 237</box>
headline: Ο κ. ΑΝΔΡ. ΠΑΠΑΝΔΡΕΟΥ ΕΞΕΛΕΓΗ ΕΙΣ ΣΥΝΟΜΙΛΙΑΣ ΕΜΠΟΡΙΚΗΣ ΑΚΟΛΟΥΘΟΥΣ <box>1011 422 1170 463</box>
article-text: ΜΟΣΧΑ, 20. — Ηυξήθη η παραγωγή μουσικών δίσκων εις την Σοβ. Ρωσσίαν κατά 20%. <box>997 629 1185 648</box>
article-text: Το Ταμείον Εμπόρων θα επιζητήση την καθιέρωσιν συναλλαγματισμού δια τας εμπορικάς συναλλαγάς. Η πρότασις υποβάλλεται εις το υπουργείον Εμπορίου. <box>997 78 1185 116</box>
article-text: ΚΑΤΕΡΙΝΗ, 20. — Εις την περιοχήν του νομού Πιερίας ήρχισεν η συλλογή του καπνού. Η παραγωγή αναμένεται ικανοποιητική. Οι καπνοπαραγωγοί ζητούν την έγκαιρον αγοράν της σοδειάς. <box>4 761 200 808</box>
article-text: Εις το χρηματιστήριον Θεσσαλονίκης η χρυσή αγγλική λίρα ηγοράσθη χθες προς 306 δραχμάς, ενώ εις Αθήνας προς 304,50. Αγγλική 303 — 306, Γαλλική 262, Ελβετική 270, Βελγική 262, Ιταλική 261. Ρωμαϊκή 298. <box>419 393 601 439</box>
